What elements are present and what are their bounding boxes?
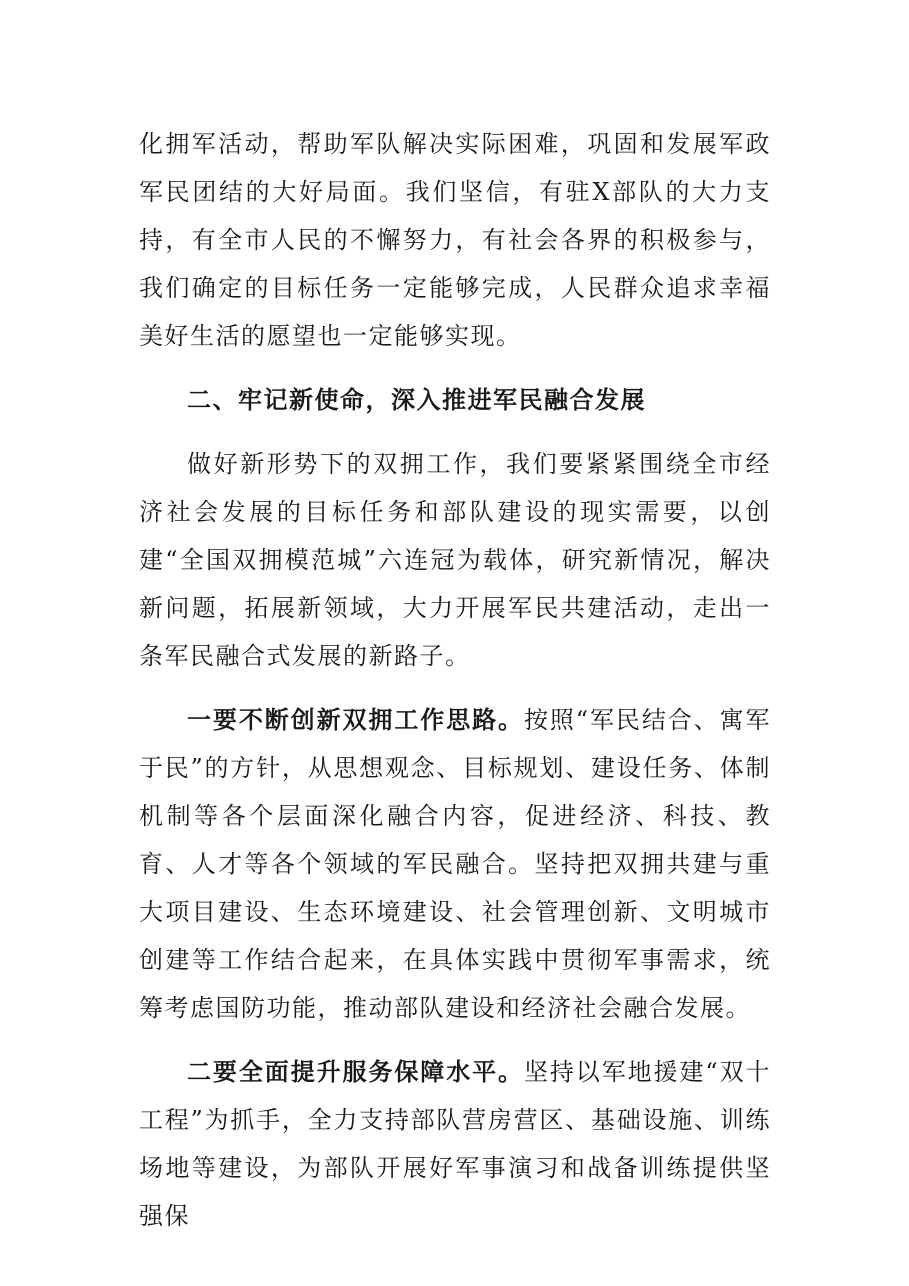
paragraph-continuation: 化拥军活动，帮助军队解决实际困难，巩固和发展军政军民团结的大好局面。我们坚信，有驻X部队的大力支持，有全市人民的不懈努力，有社会各界的积极参与，我们确定的目标任务一定能够完成，人民群众追求幸福美好生活的愿望也一定能够实现。 — [139, 130, 771, 350]
paragraph-point-two-body: 坚持以军地援建“双十工程”为抓手，全力支持部队营房营区、基础设施、训练场地等建设，为部队开展好军事演习和战备训练提供坚强保 — [139, 1058, 771, 1230]
paragraph-intro: 做好新形势下的双拥工作，我们要紧紧围绕全市经济社会发展的目标任务和部队建设的现实需要，以创建“全国双拥模范城”六连冠为载体，研究新情况，解决新问题，拓展新领域，大力开展军民共建活动，走出一条军民融合式发展的新路子。 — [139, 450, 771, 670]
document-body — [139, 120, 771, 1240]
paragraph-point-one — [139, 696, 771, 1032]
section-heading: 二、牢记新使命，深入推进军民融合发展 — [187, 386, 646, 414]
paragraph-point-one-lead: 一要不断创新双拥工作思路。 — [187, 706, 524, 734]
paragraph-point-two — [139, 1048, 771, 1240]
paragraph-point-one-body: 按照“军民结合、寓军于民”的方针，从思想观念、目标规划、建设任务、体制机制等各个层面深化融合内容，促进经济、科技、教育、人才等各个领域的军民融合。坚持把双拥共建与重大项目建设、生态环境建设、社会管理创新、文明城市创建等工作结合起来，在具体实践中贯彻军事需求，统筹考虑国防功能，推动部队建设和经济社会融合发展。 — [139, 706, 771, 1022]
paragraph-point-two-lead: 二要全面提升服务保障水平。 — [187, 1058, 524, 1086]
